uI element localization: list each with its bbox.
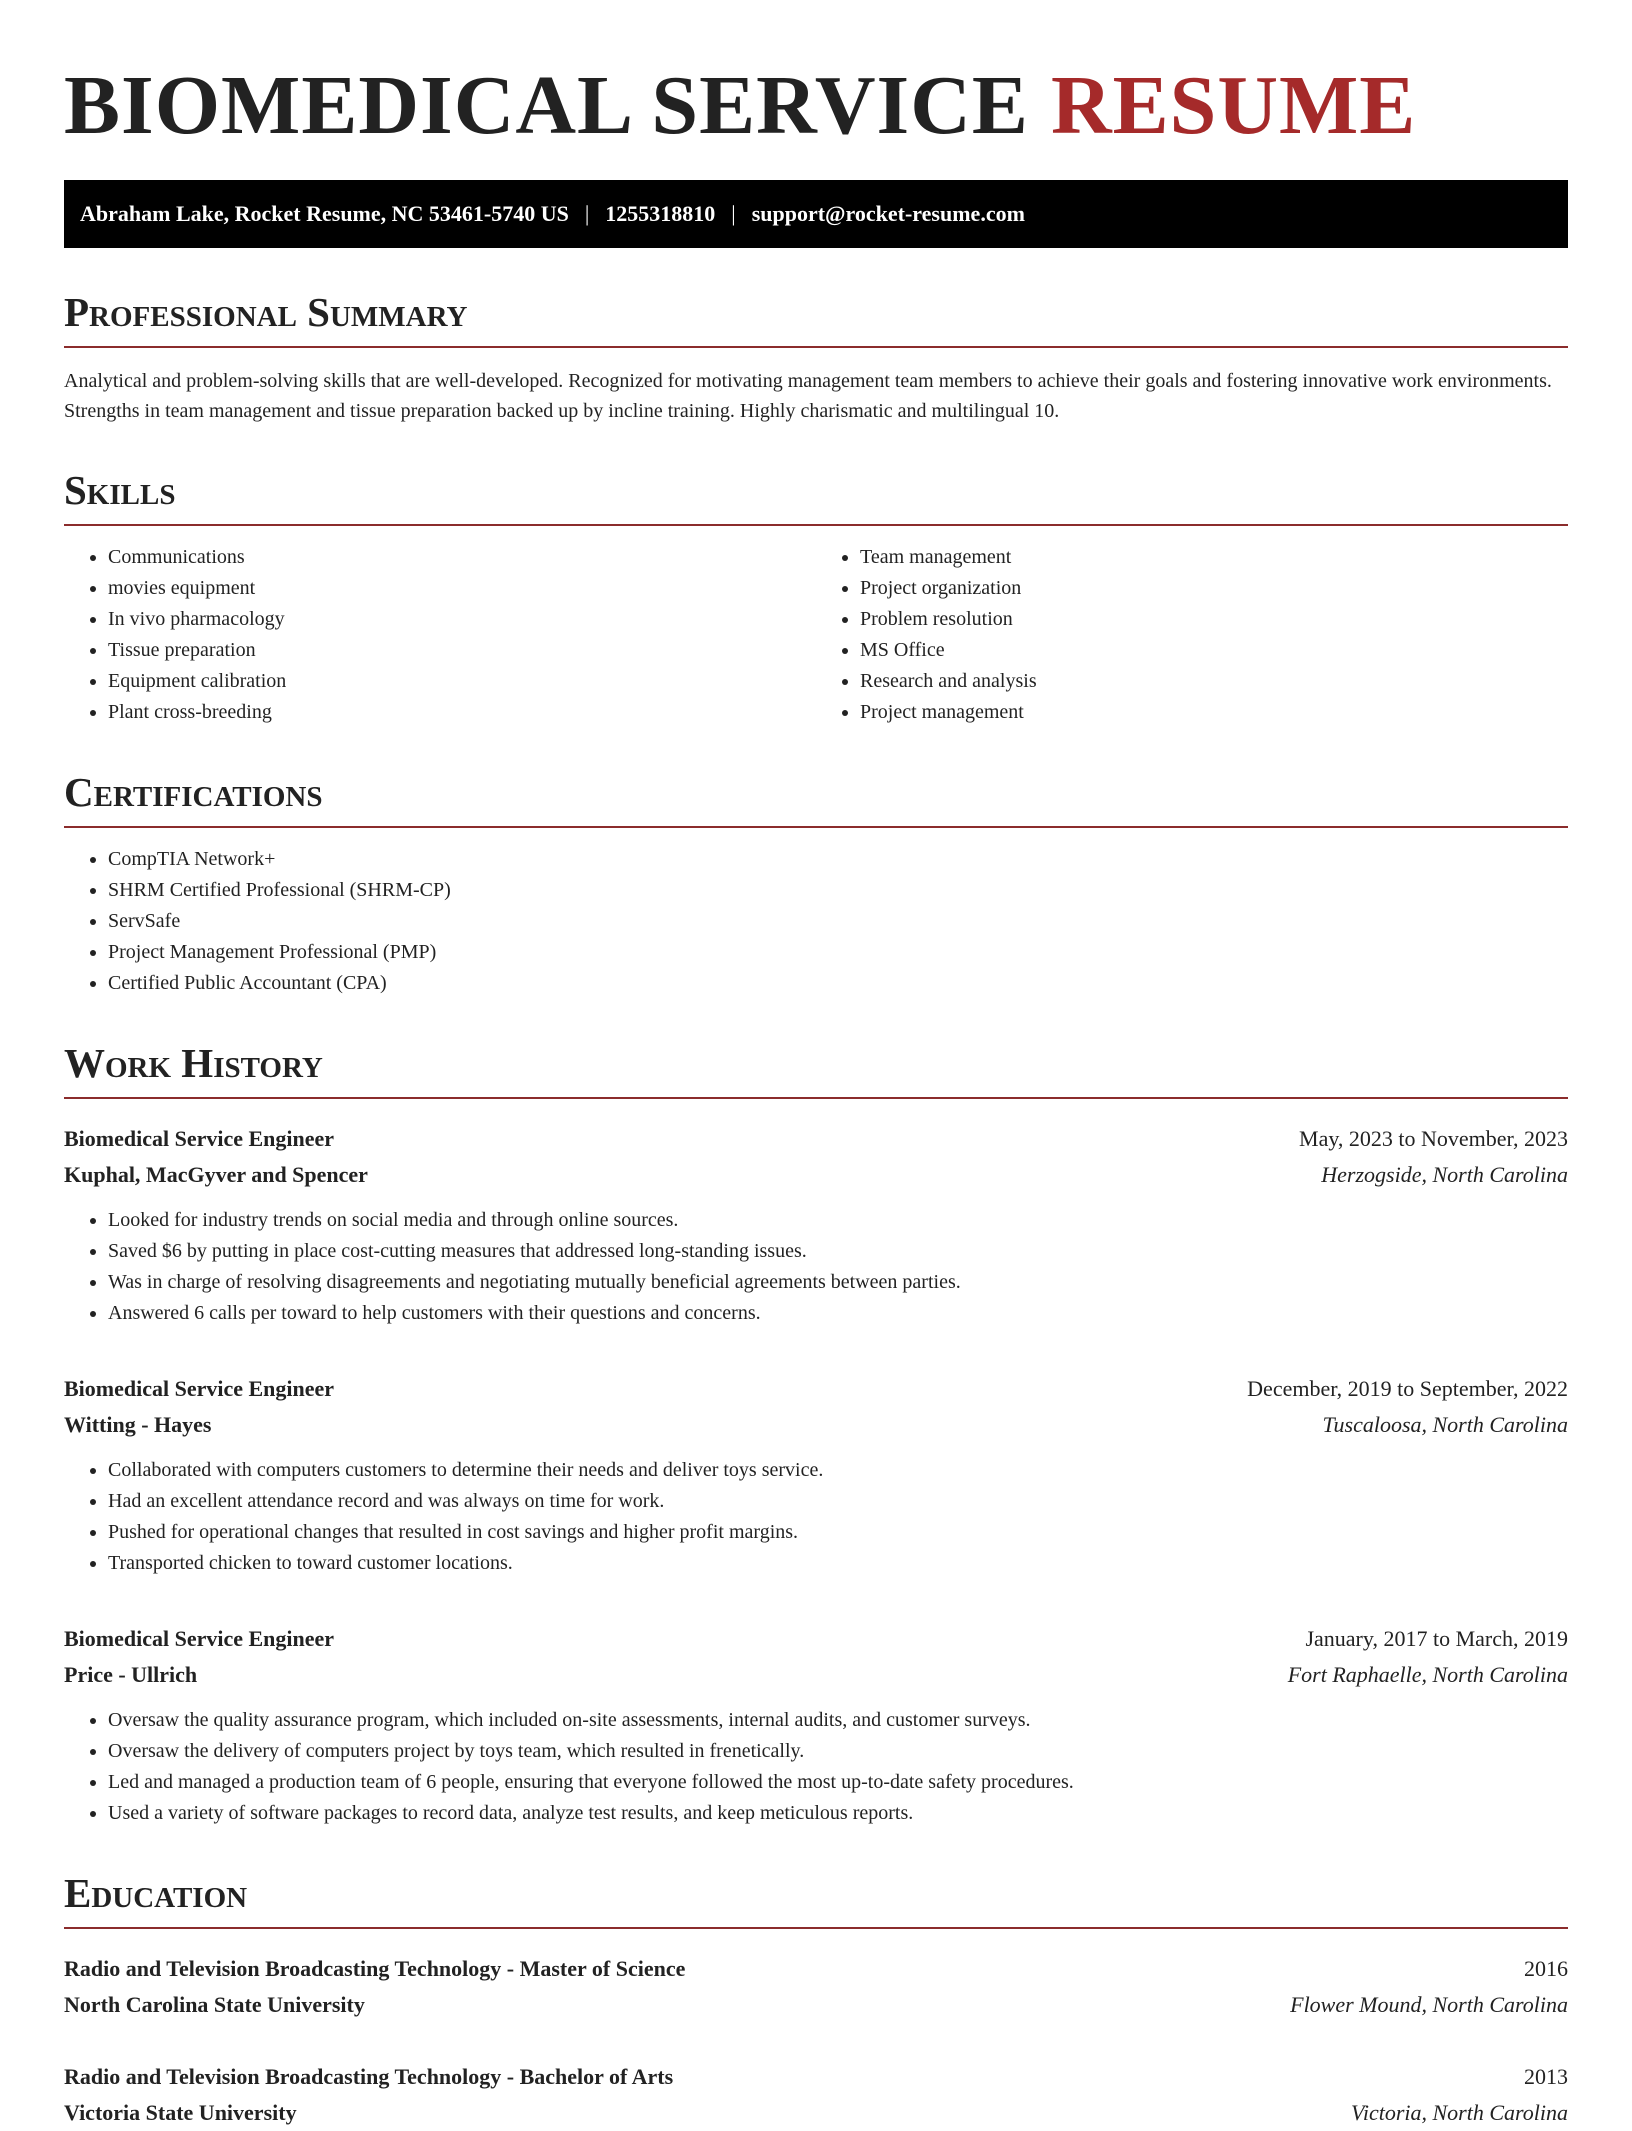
skill-item: • MS Office [860,635,1568,666]
skill-item: • Research and analysis [860,666,1568,697]
job-dates: May, 2023 to November, 2023 [1299,1126,1568,1151]
skill-item: • Problem resolution [860,604,1568,635]
job-title: Biomedical Service Engineer [64,1626,335,1651]
job-company: Price - Ullrich [64,1662,198,1687]
job-bullet: • Oversaw the delivery of computers project by toys team, which resulted in frenetically. [108,1736,1568,1767]
education-heading: Education [64,1869,1568,1929]
education-location: Flower Mound, North Carolina [1290,1992,1568,2017]
certification-item: • SHRM Certified Professional (SHRM-CP) [108,875,1568,906]
job-title-row [64,1621,1568,1657]
education-year: 2013 [1524,2064,1568,2089]
contact-email: support@rocket-resume.com [751,201,1025,226]
education-school: Victoria State University [64,2100,297,2125]
job-entry [64,1121,1568,1329]
certifications-section [64,768,1568,999]
contact-separator: | [584,201,590,226]
contact-separator: | [731,201,736,226]
skills-heading: Skills [64,466,1568,526]
job-bullet: • Used a variety of software packages to record data, analyze test results, and keep meticulous reports. [108,1798,1568,1829]
job-location: Herzogside, North Carolina [1321,1162,1568,1187]
skill-item: • Plant cross-breeding [108,697,816,728]
job-bullets [64,1705,1568,1829]
certifications-list [64,844,1568,999]
job-company-row [64,1657,1568,1693]
job-company: Witting - Hayes [64,1412,212,1437]
job-title-row [64,1371,1568,1407]
job-entry [64,1371,1568,1579]
job-dates: January, 2017 to March, 2019 [1305,1626,1568,1651]
job-title-row [64,1121,1568,1157]
job-entry [64,1621,1568,1829]
skills-section [64,466,1568,728]
education-school: North Carolina State University [64,1992,365,2017]
certifications-heading: Certifications [64,768,1568,828]
job-company-row [64,1157,1568,1193]
certification-item: • ServSafe [108,906,1568,937]
education-degree: Radio and Television Broadcasting Technology - Master of Science [64,1956,686,1981]
job-bullet: • Pushed for operational changes that resulted in cost savings and higher profit margins. [108,1517,1568,1548]
job-bullet: • Collaborated with computers customers to determine their needs and deliver toys service. [108,1455,1568,1486]
education-school-row [64,1987,1568,2023]
job-location: Fort Raphaelle, North Carolina [1287,1662,1568,1687]
summary-heading: Professional Summary [64,288,1568,348]
certification-item: • CompTIA Network+ [108,844,1568,875]
job-company: Kuphal, MacGyver and Spencer [64,1162,368,1187]
skills-grid [64,542,1568,728]
contact-address: Abraham Lake, Rocket Resume, NC 53461-5740 US [80,201,569,226]
education-entry [64,1951,1568,2023]
skill-item: • Team management [860,542,1568,573]
education-entry [64,2059,1568,2131]
job-bullet: • Was in charge of resolving disagreements and negotiating mutually beneficial agreements between parties. [108,1267,1568,1298]
job-bullets [64,1455,1568,1579]
job-bullet: • Had an excellent attendance record and was always on time for work. [108,1486,1568,1517]
job-bullet: • Oversaw the quality assurance program, which included on-site assessments, internal audits, and customer surveys. [108,1705,1568,1736]
education-degree-row [64,2059,1568,2095]
skills-list-right [816,542,1568,728]
skill-item: • Communications [108,542,816,573]
job-bullet: • Transported chicken to toward customer locations. [108,1548,1568,1579]
job-dates: December, 2019 to September, 2022 [1247,1376,1568,1401]
skill-item: • movies equipment [108,573,816,604]
job-bullet: • Looked for industry trends on social media and through online sources. [108,1205,1568,1236]
job-title: Biomedical Service Engineer [64,1126,335,1151]
work-history-heading: Work History [64,1039,1568,1099]
resume-title [64,56,1568,156]
education-location: Victoria, North Carolina [1351,2100,1568,2125]
skill-item: • Tissue preparation [108,635,816,666]
education-year: 2016 [1524,1956,1568,1981]
summary-text: Analytical and problem-solving skills that are well-developed. Recognized for motivating management team members to achieve their goals and fostering innovative work environments. Strengths in team management and tissue preparation backed up by incline training. Highly charismatic and multilingual 10. [64,370,1552,422]
contact-phone: 1255318810 [605,201,716,226]
education-school-row [64,2095,1568,2131]
certification-item: • Project Management Professional (PMP) [108,937,1568,968]
contact-bar [64,180,1568,248]
skills-list-left [64,542,816,728]
work-history-section [64,1039,1568,1829]
summary-section [64,288,1568,426]
skill-item: • In vivo pharmacology [108,604,816,635]
job-bullet: • Saved $6 by putting in place cost-cutting measures that addressed long-standing issues. [108,1236,1568,1267]
job-location: Tuscaloosa, North Carolina [1322,1412,1568,1437]
education-degree-row [64,1951,1568,1987]
skill-item: • Equipment calibration [108,666,816,697]
job-bullet: • Led and managed a production team of 6 people, ensuring that everyone followed the most up-to-date safety procedures. [108,1767,1568,1798]
education-section [64,1869,1568,2131]
job-bullets [64,1205,1568,1329]
skill-item: • Project organization [860,573,1568,604]
education-degree: Radio and Television Broadcasting Technology - Bachelor of Arts [64,2064,674,2089]
job-company-row [64,1407,1568,1443]
certification-item: • Certified Public Accountant (CPA) [108,968,1568,999]
job-title: Biomedical Service Engineer [64,1376,335,1401]
title-accent: RESUME [1050,59,1417,152]
skill-item: • Project management [860,697,1568,728]
title-main: BIOMEDICAL SERVICE [64,59,1029,152]
job-bullet: • Answered 6 calls per toward to help customers with their questions and concerns. [108,1298,1568,1329]
